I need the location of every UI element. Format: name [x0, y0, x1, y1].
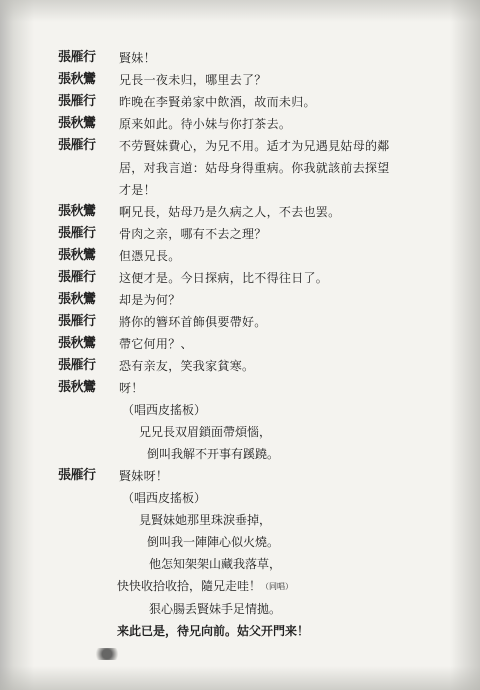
song-verse: 兄兄長双眉鎖面帶煩惱，: [139, 425, 272, 439]
dialogue-line: [58, 91, 458, 113]
speaker-name: 張雁行: [58, 314, 96, 329]
dialogue-line: [58, 47, 458, 69]
stage-direction: （唱西皮搖板）: [122, 403, 207, 417]
ink-blot: [92, 648, 122, 660]
page-shadow-top: [0, 0, 480, 22]
dialogue-line: [58, 377, 458, 399]
dialogue-line: [58, 333, 458, 355]
dialogue-line: [58, 135, 458, 157]
song-verse: 狠心腸丢賢妹手足情拋。: [149, 602, 282, 616]
speaker-name: 張秋鸞: [58, 204, 96, 219]
speaker-name: 張雁行: [58, 468, 96, 483]
dialogue-text: 啊兄長，姑母乃是久病之人，不去也罢。: [119, 205, 341, 219]
script-text: [58, 47, 458, 642]
speaker-name: 張秋鸞: [58, 380, 96, 395]
speaker-name: 張雁行: [58, 358, 96, 373]
dialogue-text: 原来如此。待小妹与你打茶去。: [119, 117, 292, 131]
speaker-name: 張雁行: [58, 50, 96, 65]
dialogue-text: 但憑兄長。: [119, 249, 181, 263]
speaker-name: 張雁行: [58, 94, 96, 109]
song-verse: 見賢妹她那里珠淚垂掉，: [139, 513, 272, 527]
dialogue-continuation: 居，对我言道：姑母身得重病。你我就該前去探望: [119, 161, 390, 175]
page-shadow-left: [0, 0, 34, 690]
speaker-name: 張雁行: [58, 138, 96, 153]
speaker-name: 張秋鸞: [58, 292, 96, 307]
dialogue-text: 將你的簪环首飾俱要帶好。: [119, 315, 267, 329]
song-verse: 快快收拾收拾，隨兄走哇！: [117, 579, 262, 593]
dialogue-text: 却是为何？: [119, 293, 181, 307]
dialogue-line: [58, 113, 458, 135]
speaker-name: 張秋鸞: [58, 72, 96, 87]
song-verse: 倒叫我解不开事有蹊蹺。: [147, 447, 280, 461]
dialogue-text: 昨晚在李賢弟家中飲酒，故而未归。: [119, 95, 316, 109]
song-verse: 倒叫我一陣陣心似火燒。: [147, 535, 280, 549]
dialogue-text: 賢妹呀！: [119, 469, 169, 483]
dialogue-text: 帶它何用？、: [119, 337, 193, 351]
dialogue-line: [58, 267, 458, 289]
dialogue-line: [58, 289, 458, 311]
stage-direction: （唱西皮搖板）: [122, 491, 207, 505]
song-verse-line: [58, 575, 458, 598]
song-verse: 他怎知架架山藏我落草，: [149, 557, 282, 571]
dialogue-line: [58, 245, 458, 267]
stage-aside: （同唱）: [261, 582, 294, 591]
dialogue-text: 恐有亲友，笑我家貧寒。: [119, 359, 255, 373]
dialogue-text: 賢妹！: [119, 51, 156, 65]
dialogue-line: [58, 465, 458, 487]
speaker-name: 張秋鸞: [58, 116, 96, 131]
dialogue-continuation: 才是！: [119, 183, 156, 197]
speaker-name: 張秋鸞: [58, 248, 96, 263]
dialogue-line: [58, 201, 458, 223]
dialogue-line: [58, 69, 458, 91]
speaker-name: 張雁行: [58, 270, 96, 285]
dialogue-line: [58, 355, 458, 377]
dialogue-text: 这便才是。今日探病，比不得往日了。: [119, 271, 329, 285]
speaker-name: 張秋鸞: [58, 336, 96, 351]
dialogue-line: [58, 223, 458, 245]
dialogue-text: 呀！: [119, 381, 144, 395]
dialogue-line: [58, 311, 458, 333]
dialogue-text: 不劳賢妹費心，为兄不用。适才为兄遇見姑母的鄰: [119, 139, 390, 153]
dialogue-text: 兄長一夜未归，哪里去了？: [119, 73, 267, 87]
page-shadow-bottom: [0, 666, 480, 690]
song-verse: 来此已是，待兄向前。姑父开門来！: [117, 624, 310, 638]
dialogue-text: 骨肉之亲，哪有不去之理？: [119, 227, 267, 241]
speaker-name: 張雁行: [58, 226, 96, 241]
